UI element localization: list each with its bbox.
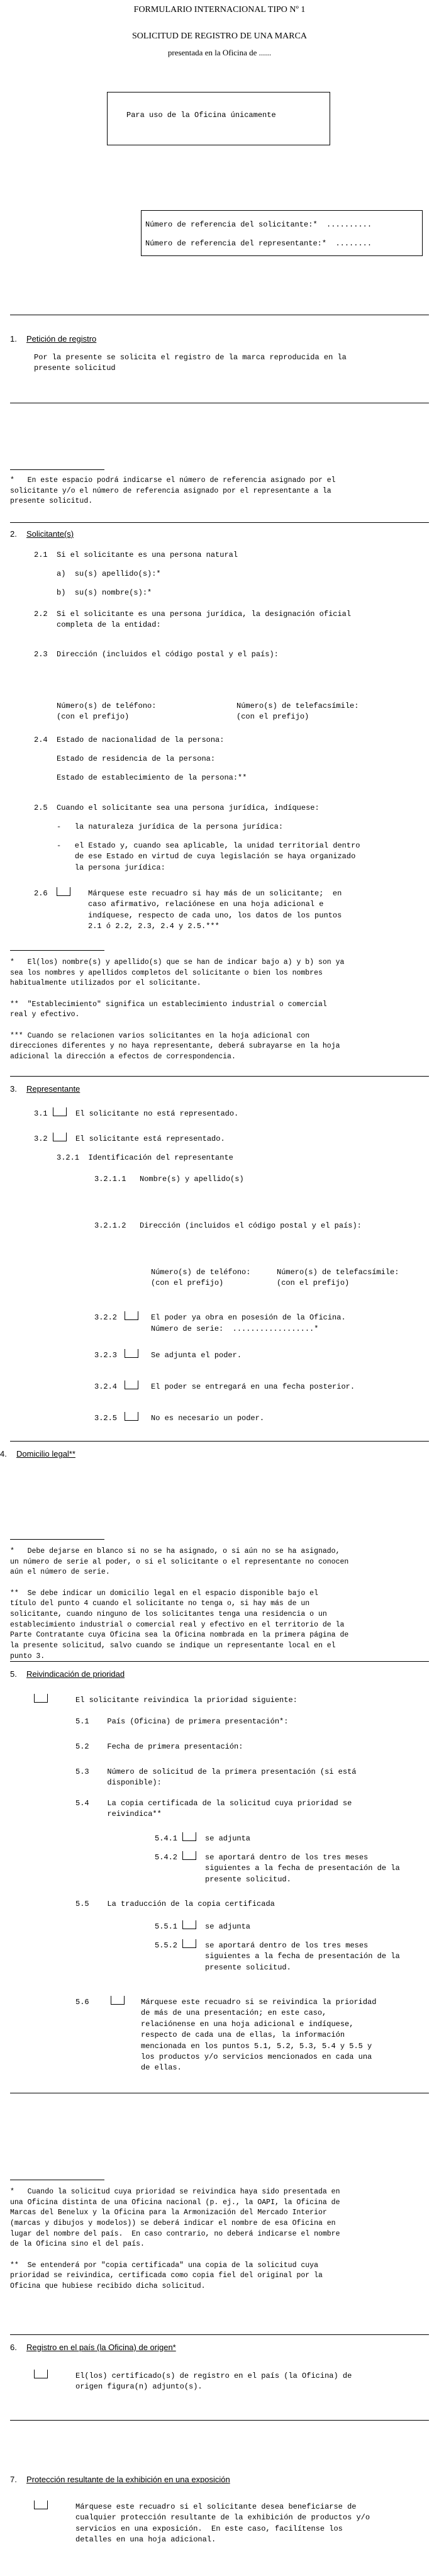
- applicant-reference: Número de referencia del solicitante:* ..........: [145, 220, 372, 229]
- office-use-label: Para uso de la Oficina únicamente: [126, 111, 276, 120]
- item-5-4-2-number: 5.4.2: [155, 1853, 178, 1862]
- applicant-fax-label: Número(s) de telefacsímile: (con el prefijo): [236, 702, 359, 722]
- item-2-2: 2.2 Si el solicitante es una persona jurídica, la designación oficial completa de la entidad:: [34, 610, 352, 630]
- item-5-4-1: se adjunta: [205, 1834, 251, 1843]
- item-3-2-1-1: 3.2.1.1 Nombre(s) y apellido(s): [94, 1175, 244, 1184]
- footnote-4: * Cuando la solicitud cuya prioridad se reivindica haya sido presentada en una Oficina distinta de una Oficina nacional (p. ej., la OAPI, la Oficina de Marcas del Benelux y la Oficina para la Armonización del Mercado Interior (marcas y dibujos y modelos)) se deberá indicar el nombre de esa Oficina en lugar del nombre del país. En caso contrario, no deberá indicarse el nombre de la Oficina sino el del país. ** Se entenderá por "copia certificada" una copia de la solicitud cuya prioridad se reivindica, certificada como copia fiel del original por la Oficina que hubiese recibido dicha solicitud.: [10, 2188, 340, 2291]
- item-5-4-2: se aportará dentro de los tres meses siguientes a la fecha de presentación de la presente solicitud.: [205, 1853, 400, 1884]
- power-not-needed-checkbox[interactable]: [125, 1412, 138, 1421]
- office-use-box: [107, 92, 330, 145]
- item-3-2-1-2: 3.2.1.2 Dirección (incluidos el código postal y el país):: [94, 1221, 362, 1230]
- divider: [10, 2420, 429, 2421]
- multiple-priorities-checkbox[interactable]: [111, 1996, 125, 2005]
- form-title: FORMULARIO INTERNACIONAL TIPO Nº 1: [133, 5, 306, 14]
- item-3-2: El solicitante está representado.: [75, 1134, 225, 1143]
- footnote-2: * El(los) nombre(s) y apellido(s) que se han de indicar bajo a) y b) son ya sea los nombres y apellidos completos del solicitante o bien los nombres habitualmente utilizados por el solicitante. ** "Establecimiento" significa un establecimiento industrial o comercial real y efectivo. *** Cuando se relacionen varios solicitantes en la hoja adicional con direcciones diferentes y no haya representante, deberá subrayarse en la hoja adicional la dirección a efectos de correspondencia.: [10, 958, 345, 1061]
- section-number: 5.: [10, 1669, 17, 1679]
- item-3-2-4: El poder se entregará en una fecha posterior.: [151, 1382, 355, 1391]
- section-title: Solicitante(s): [26, 529, 74, 539]
- item-3-2-2: El poder ya obra en posesión de la Oficina.: [151, 1313, 346, 1322]
- origin-certificate-checkbox[interactable]: [34, 2370, 48, 2378]
- copy-attached-checkbox[interactable]: [182, 1832, 196, 1841]
- item-5-2: 5.2 Fecha de primera presentación:: [75, 1742, 243, 1751]
- item-3-1: El solicitante no está representado.: [75, 1109, 239, 1118]
- section-number: 6.: [10, 2343, 17, 2352]
- not-represented-checkbox[interactable]: [53, 1107, 67, 1116]
- represented-checkbox[interactable]: [53, 1133, 67, 1141]
- section-title: Representante: [26, 1084, 81, 1094]
- power-attached-checkbox[interactable]: [125, 1349, 138, 1358]
- item-2-3: 2.3 Dirección (incluidos el código postal y el país):: [34, 650, 279, 659]
- item-3-2-4-number: 3.2.4: [94, 1382, 118, 1391]
- item-5-3: 5.3 Número de solicitud de la primera presentación (si está disponible):: [75, 1767, 357, 1788]
- item-5: El solicitante reivindica la prioridad siguiente:: [75, 1696, 297, 1705]
- representative-fax-label: Número(s) de telefacsímile: (con el prefijo): [277, 1268, 399, 1288]
- item-2-4-residence: Estado de residencia de la persona:: [57, 754, 216, 763]
- section-6-text: El(los) certificado(s) de registro en el país (la Oficina) de origen figura(n) adjunto(s).: [75, 2372, 352, 2392]
- item-2-6: Márquese este recuadro si hay más de un solicitante; en caso afirmativo, relaciónese en una hoja adicional e indíquese, respecto de cada uno, los datos de los puntos 2.1 ó 2.2, 2.3, 2.4 y 2.5.***: [88, 889, 342, 931]
- item-2-1-b: b) su(s) nombre(s):*: [57, 588, 152, 597]
- section-2-heading: [10, 529, 74, 540]
- section-5-heading: [10, 1669, 125, 1681]
- footnote-rule: [10, 1539, 104, 1540]
- section-number: 4.: [0, 1449, 7, 1459]
- section-4-heading: [0, 1448, 75, 1460]
- item-5-5-1: se adjunta: [205, 1922, 251, 1931]
- section-1-text: Por la presente se solicita el registro de la marca reproducida en la presente solicitud: [34, 353, 347, 373]
- item-5-5: 5.5 La traducción de la copia certificada: [75, 1900, 275, 1908]
- section-title: Reivindicación de prioridad: [26, 1669, 125, 1679]
- item-5-1: 5.1 País (Oficina) de primera presentación*:: [75, 1717, 289, 1726]
- section-number: 2.: [10, 529, 17, 539]
- section-6-heading: [10, 2342, 176, 2354]
- item-5-5-2-number: 5.5.2: [155, 1941, 178, 1950]
- applicant-phone-label: Número(s) de teléfono: (con el prefijo): [57, 702, 157, 722]
- item-5-6-number: 5.6: [75, 1998, 89, 2007]
- footnote-1: * En este espacio podrá indicarse el número de referencia asignado por el solicitante y/o el número de referencia asignado por el representante a la presente solicitud.: [10, 476, 336, 506]
- section-7-heading: [10, 2474, 230, 2486]
- section-1-heading: [10, 333, 96, 345]
- item-2-1: 2.1 Si el solicitante es una persona natural: [34, 551, 238, 559]
- translation-attached-checkbox[interactable]: [182, 1920, 196, 1929]
- item-5-4-1-number: 5.4.1: [155, 1834, 178, 1843]
- section-number: 1.: [10, 334, 17, 344]
- item-2-5-legal-nature: - la naturaleza jurídica de la persona jurídica:: [57, 822, 284, 831]
- divider: [10, 1661, 429, 1662]
- section-title: Registro en el país (la Oficina) de origen*: [26, 2343, 176, 2352]
- footnote-3: * Debe dejarse en blanco si no se ha asignado, o si aún no se ha asignado, un número de serie al poder, o si el solicitante o el representante no conocen aún el número de serie. ** Se debe indicar un domicilio legal en el espacio disponible bajo el título del punto 4 cuando el solicitante no tenga o, si hay más de un solicitante, cuando ninguno de los solicitantes tenga una residencia o un establecimiento industrial o comercial real y efectivo en el territorio de la Parte Contratante cuya Oficina sea la Oficina nombrada en la primera página de la presente solicitud, salvo cuando se indique un representante local en el punto 3.: [10, 1547, 349, 1660]
- item-3-2-5: No es necesario un poder.: [151, 1414, 265, 1423]
- translation-later-checkbox[interactable]: [182, 1939, 196, 1948]
- section-title: Protección resultante de la exhibición en una exposición: [26, 2475, 230, 2484]
- priority-claim-checkbox[interactable]: [34, 1694, 48, 1703]
- power-later-checkbox[interactable]: [125, 1380, 138, 1389]
- representative-reference: Número de referencia del representante:* ........: [145, 239, 372, 248]
- form-header: [10, 0, 429, 59]
- section-3-heading: [10, 1084, 80, 1095]
- footnote-rule: [10, 469, 104, 470]
- item-5-6: Márquese este recuadro si se reivindica la prioridad de más de una presentación; en este caso, relaciónense en una hoja adicional e indíquese, respecto de cada una de ellas, la información mencionada en los puntos 5.1, 5.2, 5.3, 5.4 y 5.5 y los productos y/o servicios mencionados en cada una de ellas.: [141, 1998, 377, 2073]
- exhibition-checkbox[interactable]: [34, 2500, 48, 2509]
- divider: [10, 2334, 429, 2335]
- form-subtitle: SOLICITUD DE REGISTRO DE UNA MARCA: [131, 31, 308, 42]
- divider: [10, 522, 429, 523]
- item-3-2-5-number: 3.2.5: [94, 1414, 118, 1423]
- reference-box: [141, 210, 423, 256]
- section-number: 7.: [10, 2475, 17, 2484]
- office-line: presentada en la Oficina de ......: [167, 47, 272, 57]
- section-title: Petición de registro: [26, 334, 97, 344]
- multiple-applicants-checkbox[interactable]: [57, 887, 70, 896]
- serial-number: Número de serie: ..................*: [151, 1324, 319, 1333]
- item-3-2-2-number: 3.2.2: [94, 1313, 118, 1322]
- item-3-1-number: 3.1: [34, 1109, 48, 1118]
- representative-phone-label: Número(s) de teléfono: (con el prefijo): [151, 1268, 251, 1288]
- item-5-5-1-number: 5.5.1: [155, 1922, 178, 1931]
- item-3-2-number: 3.2: [34, 1134, 48, 1143]
- item-3-2-3: Se adjunta el poder.: [151, 1351, 242, 1360]
- item-3-2-1: 3.2.1 Identificación del representante: [57, 1153, 233, 1162]
- item-2-6-number: 2.6: [34, 889, 48, 898]
- power-held-checkbox[interactable]: [125, 1311, 138, 1320]
- section-number: 3.: [10, 1084, 17, 1094]
- item-2-1-a: a) su(s) apellido(s):*: [57, 569, 161, 578]
- item-2-4: 2.4 Estado de nacionalidad de la persona:: [34, 736, 225, 744]
- item-3-2-3-number: 3.2.3: [94, 1351, 118, 1360]
- section-title: Domicilio legal**: [16, 1449, 75, 1459]
- copy-later-checkbox[interactable]: [182, 1851, 196, 1860]
- section-7-text: Márquese este recuadro si el solicitante desea beneficiarse de cualquier protección resultante de la exhibición de productos y/o servicios en una exposición. En este caso, facilítense los detalles en una hoja adicional.: [75, 2502, 370, 2545]
- item-5-5-2: se aportará dentro de los tres meses siguientes a la fecha de presentación de la presente solicitud.: [205, 1941, 400, 1972]
- item-5-4: 5.4 La copia certificada de la solicitud cuya prioridad se reivindica**: [75, 1799, 352, 1819]
- divider: [10, 1076, 429, 1077]
- divider: [10, 1441, 429, 1442]
- item-2-5-state: - el Estado y, cuando sea aplicable, la unidad territorial dentro de ese Estado en virtud de cuya legislación se haya organizado la persona jurídica:: [57, 841, 360, 872]
- footnote-rule: [10, 950, 104, 951]
- item-2-5: 2.5 Cuando el solicitante sea una persona jurídica, indíquese:: [34, 804, 320, 812]
- item-2-4-establishment: Estado de establecimiento de la persona:**: [57, 773, 247, 782]
